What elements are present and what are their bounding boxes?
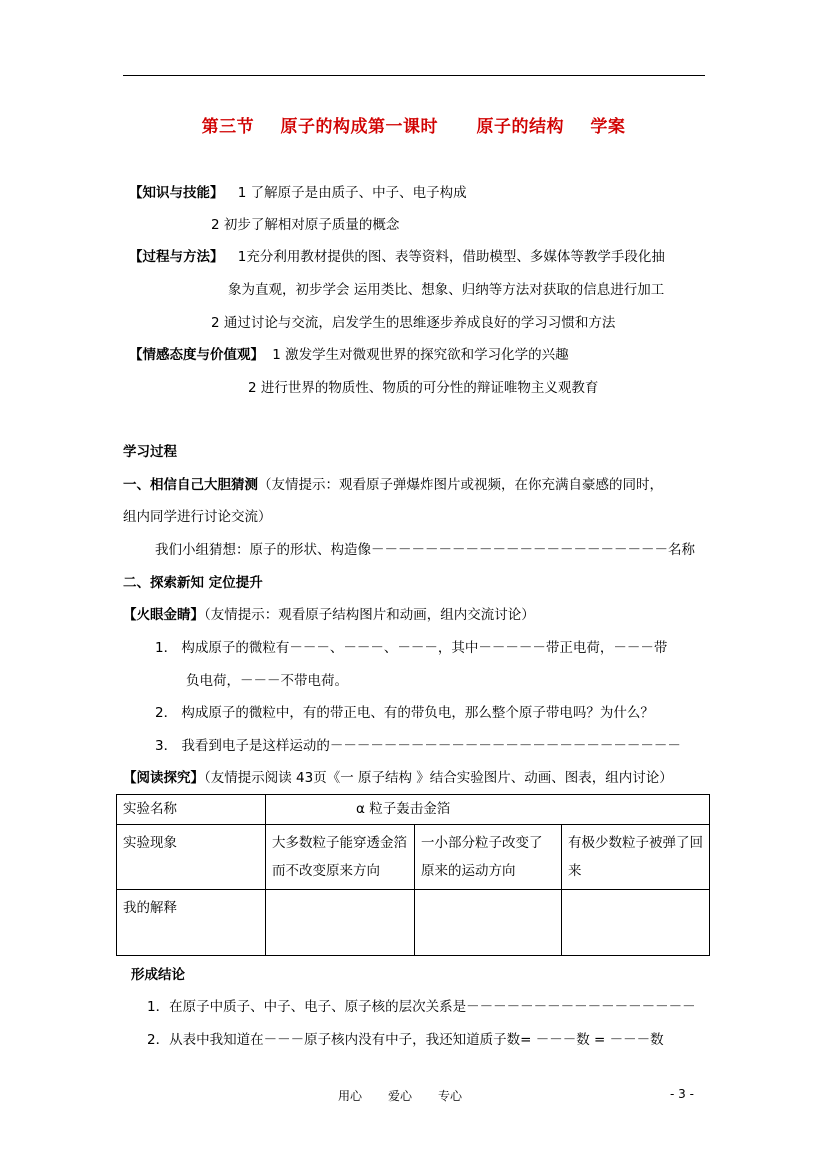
eye-hint: （友情提示：观看原子结构图片和动画，组内交流讨论） xyxy=(204,607,535,623)
process-line-1 xyxy=(129,248,665,266)
footer-word: 专心 xyxy=(438,1089,463,1103)
page-number: - 3 - xyxy=(670,1087,694,1101)
title-part: 第三节 xyxy=(201,117,255,137)
reading-hint: （友情提示阅读 43页《一 原子结构 》结合实验图片、动画、图表，组内讨论） xyxy=(204,770,673,786)
section-1 xyxy=(123,476,663,494)
table-cell: α 粒子轰击金箔 xyxy=(266,795,710,825)
reading-line xyxy=(123,769,673,787)
footer-word: 用心 xyxy=(338,1089,363,1103)
table-cell xyxy=(562,890,710,956)
process-item-2: 2 通过讨论与交流，启发学生的思维逐步养成良好的学习习惯和方法 xyxy=(211,315,616,331)
eye-line xyxy=(123,606,535,624)
knowledge-label: 【知识与技能】 xyxy=(129,185,224,201)
footer-word: 爱心 xyxy=(388,1089,413,1103)
table-row xyxy=(117,890,710,956)
table-row xyxy=(117,795,710,825)
table-cell: 实验现象 xyxy=(117,825,266,890)
question-1-cont: 负电荷，－－－不带电荷。 xyxy=(186,673,348,689)
conclusion-heading: 形成结论 xyxy=(131,967,185,983)
page-title xyxy=(0,112,827,137)
group-guess: 我们小组猜想：原子的形状、构造像－－－－－－－－－－－－－－－－－－－－－－名称 xyxy=(155,542,695,558)
table-cell xyxy=(266,890,415,956)
header-rule xyxy=(123,75,705,76)
emotion-item-2: 2 进行世界的物质性、物质的可分性的辩证唯物主义观教育 xyxy=(248,380,599,396)
table-row xyxy=(117,825,710,890)
table-cell xyxy=(415,890,562,956)
table-cell: 一小部分粒子改变了原来的运动方向 xyxy=(415,825,562,890)
section-2-title: 二、探索新知 定位提升 xyxy=(123,575,263,591)
title-part: 原子的构成第一课时 xyxy=(280,117,439,137)
experiment-table xyxy=(116,794,710,956)
reading-label: 【阅读探究】 xyxy=(123,770,204,786)
conclusion-2: 2．从表中我知道在－－－原子核内没有中子，我还知道质子数= －－－数 = －－－数 xyxy=(147,1032,664,1048)
knowledge-item: 1 了解原子是由质子、中子、电子构成 xyxy=(237,185,467,201)
question-1: 1． 构成原子的微粒有－－－、－－－、－－－，其中－－－－－带正电荷，－－－带 xyxy=(155,640,668,656)
knowledge-item-2: 2 初步了解相对原子质量的概念 xyxy=(211,217,400,233)
knowledge-line-1 xyxy=(129,184,467,202)
conclusion-1: 1．在原子中质子、中子、电子、原子核的层次关系是－－－－－－－－－－－－－－－－－ xyxy=(147,999,696,1015)
process-item: 1充分利用教材提供的图、表等资料，借助模型、多媒体等教学手段化抽 xyxy=(237,249,665,265)
process-item-1b: 象为直观，初步学会 运用类比、想象、归纳等方法对获取的信息进行加工 xyxy=(228,282,665,298)
question-2: 2． 构成原子的微粒中，有的带正电、有的带负电，那么整个原子带电吗？为什么？ xyxy=(155,705,654,721)
title-part: 学案 xyxy=(590,117,626,137)
emotion-item: 1 激发学生对微观世界的探究欲和学习化学的兴趣 xyxy=(272,347,569,363)
question-3: 3． 我看到电子是这样运动的－－－－－－－－－－－－－－－－－－－－－－－－－－ xyxy=(155,738,681,754)
title-part: 原子的结构 xyxy=(476,117,564,137)
section-1-cont: 组内同学进行讨论交流） xyxy=(123,509,272,525)
emotion-label: 【情感态度与价值观】 xyxy=(129,347,264,363)
table-cell: 我的解释 xyxy=(117,890,266,956)
emotion-line-1 xyxy=(129,346,569,364)
section-1-title: 一、相信自己大胆猜测 xyxy=(123,477,258,493)
table-cell: 实验名称 xyxy=(117,795,266,825)
table-cell: 大多数粒子能穿透金箔而不改变原来方向 xyxy=(266,825,415,890)
process-heading: 学习过程 xyxy=(123,444,177,460)
process-label: 【过程与方法】 xyxy=(129,249,224,265)
section-1-hint: （友情提示：观看原子弹爆炸图片或视频，在你充满自豪感的同时， xyxy=(258,477,663,493)
table-cell: 有极少数粒子被弹了回来 xyxy=(562,825,710,890)
eye-label: 【火眼金睛】 xyxy=(123,607,204,623)
